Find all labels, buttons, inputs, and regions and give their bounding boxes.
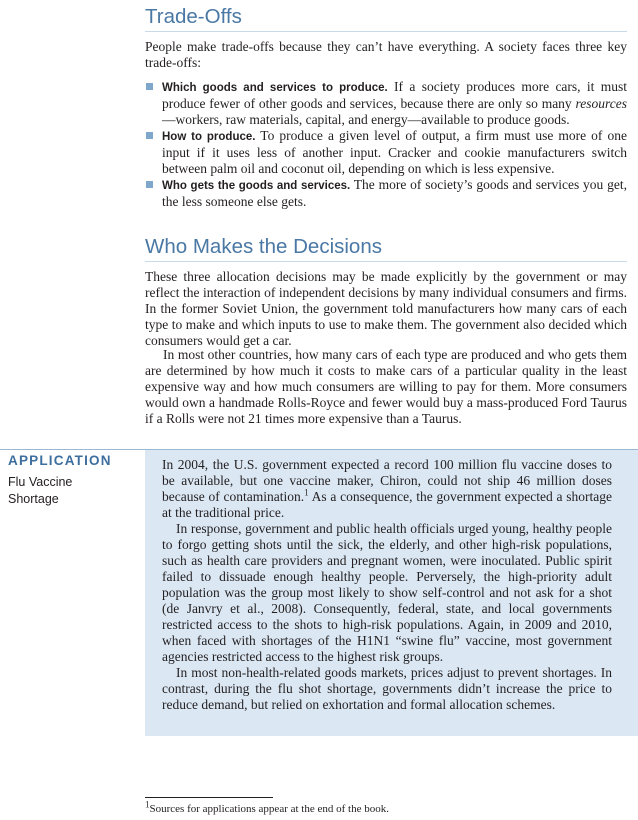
footnote-mark: 1: [145, 799, 150, 810]
heading-rule: [145, 261, 627, 262]
decisions-paragraph-1: These three allocation decisions may be made explicitly by the government or may reflect the interaction of independent decisions by many individual consumers and firms. In the former Soviet Union, the government told manufacturers how many cars of each type to make and which inputs to use to make them. The government also decided which consumers would get a car.: [145, 269, 627, 348]
application-paragraph-3: In most non-health-related goods markets, prices adjust to prevent shortages. In contrast, during the flu shot shortage, governments didn’t increase the price to reduce demand, but relied on exhortation and formal allocation schemes.: [162, 665, 612, 712]
bullet-text: To produce a given level of output, a firm must use more of one input if it uses less of another input. Cracker and cookie manufacturers switch between palm oil and coconut oil, depending on which is less expensive.: [162, 128, 627, 176]
section-heading-who-decides: Who Makes the Decisions: [145, 235, 382, 258]
footnote: [145, 799, 389, 816]
trade-offs-list: [145, 79, 627, 210]
application-top-rule: [0, 449, 638, 450]
list-item: [145, 128, 627, 177]
bullet-lead: How to produce.: [162, 131, 256, 143]
application-paragraph-1: [162, 457, 612, 521]
footnote-ref: 1: [304, 487, 309, 498]
bullet-square-icon: [146, 181, 153, 188]
application-paragraph-2: In response, government and public health officials urged young, healthy people to forgo getting shots until the sick, the elderly, and other high-risk populations, such as health care providers and pregnant women, were inoculated. Public spirit failed to dissuade enough healthy people. Perversely, the high-priority adult population was the group most likely to show self-control and not ask for a shot (de Janvry et al., 2008). Consequently, federal, state, and local governments restricted access to the shots to high-risk populations. Again, in 2009 and 2010, when faced with shortages of the H1N1 “swine flu” vaccine, most government agencies restricted access to the highest risk groups.: [162, 521, 612, 664]
bullet-text-cont: —workers, raw materials, capital, and energy—available to produce goods.: [162, 112, 570, 127]
footnote-text: Sources for applications appear at the end of the book.: [149, 803, 389, 815]
footnote-rule: [145, 797, 273, 798]
bullet-text: The more of society’s goods and services you get, the less someone else gets.: [162, 177, 627, 209]
app-text: In 2004, the U.S. government expected a record 100 million flu vaccine doses to be available, but one vaccine maker, Chiron, could not ship 46 million doses because of contamination.: [162, 457, 612, 504]
application-title: Flu Vaccine Shortage: [8, 475, 73, 506]
app-text-cont: As a consequence, the government expected a shortage at the traditional price.: [162, 489, 612, 520]
trade-offs-intro: People make trade-offs because they can’t have everything. A society faces three key trade-offs:: [145, 39, 627, 70]
list-item: [145, 177, 627, 210]
list-item: [145, 79, 627, 128]
bullet-lead: Who gets the goods and services.: [162, 180, 351, 192]
bullet-lead: Which goods and services to produce.: [162, 82, 388, 94]
bullet-square-icon: [146, 132, 153, 139]
bullet-square-icon: [146, 83, 153, 90]
heading-rule: [145, 31, 627, 32]
section-heading-trade-offs: Trade-Offs: [145, 5, 242, 28]
application-label: APPLICATION: [8, 453, 112, 468]
bullet-emphasis: resources: [575, 96, 627, 111]
bullet-text: If a society produces more cars, it must produce fewer of other goods and services, because there are only so many: [162, 79, 627, 111]
decisions-paragraph-2: In most other countries, how many cars of each type are produced and who gets them are determined by how much it costs to make cars of a particular quality in the least expensive way and how much consumers are willing to pay for them. More consumers would own a handmade Rolls-Royce and fewer would buy a mass-produced Ford Taurus if a Rolls were not 21 times more expensive than a Taurus.: [145, 347, 627, 426]
